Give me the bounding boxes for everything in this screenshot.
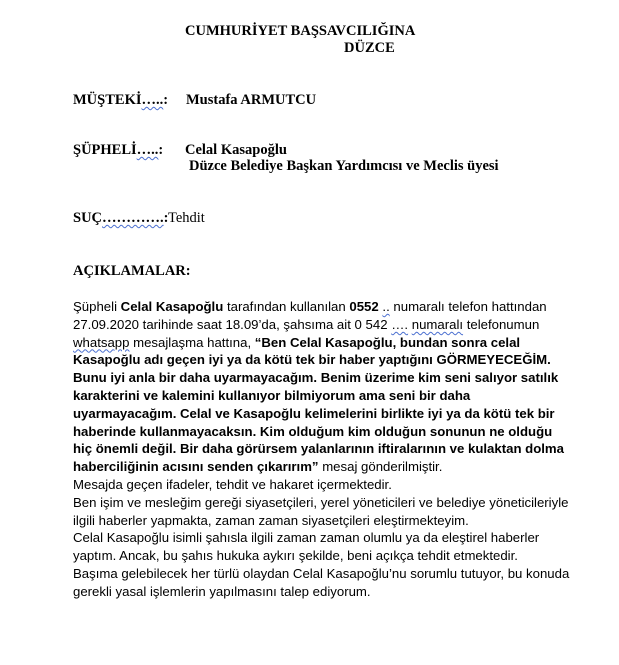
office-heading: CUMHURİYET BAŞSAVCILIĞINA <box>185 23 416 39</box>
paragraph-3: Ben işim ve mesleğim gereği siyasetçileri, yerel yöneticileri ve belediye yöneticileriyle ilgili haberler yapmakta, zaman zaman siyasetçileri eleştirmekteyim. <box>73 494 569 528</box>
threat-quote: “Ben Celal Kasapoğlu, bundan sonra celal Kasapoğlu adı geçen iyi ya da kötü tek bir haber yaptığını GÖRMEYECEĞİM. Bunu iyi anla bir daha uyarmayacağım. Benim üzerime kim seni salıyor satılık karakterini ve kalemini kullanıyor bilmiyorum ama seni bir daha uyarmayacağım. Celal ve Kasapoğlu kelimelerini birlikte iyi ya da kötü tek bir haberinde kullanmayacaksın. Kim olduğum kim olduğun sonunun ne olduğu hiç önemli değil. Bir daha görürsem yalanlarının iftiralarının ve kulaktan dolma haberciliğinin acısını senden çıkarırım” <box>73 334 564 475</box>
crime-label: SUÇ <box>73 210 103 226</box>
phone-prefix: 0552 <box>349 299 379 314</box>
complainant-colon: : <box>163 92 169 108</box>
suspect-name: Celal Kasapoğlu <box>185 142 287 158</box>
crime-dots: …………. <box>102 210 164 226</box>
crime-row <box>73 210 168 227</box>
suspect-title: Düzce Belediye Başkan Yardımcısı ve Meclis üyesi <box>189 158 499 174</box>
explanations-body <box>73 298 573 601</box>
paragraph-1: Şüpheli Celal Kasapoğlu tarafından kullanılan 0552 .. numaralı telefon hattından 27.09.2020 tarihinde saat 18.09’da, şahsıma ait 0 542 …. numaralı telefonumun whatsapp mesajlaşma hattına, “Ben Celal Kasapoğlu, bundan sonra celal Kasapoğlu adı geçen iyi ya da kötü tek bir haber yaptığını GÖRMEYECEĞİM. Bunu iyi anla bir daha uyarmayacağım. Benim üzerime kim seni salıyor satılık karakterini ve kalemini kullanıyor bilmiyorum ama seni bir daha uyarmayacağım. Celal ve Kasapoğlu kelimelerini birlikte iyi ya da kötü tek bir haberinde kullanmayacaksın. Kim olduğum kim olduğun sonunun ne olduğu hiç önemli değil. Bir daha görürsem yalanlarının iftiralarının ve kulaktan dolma haberciliğinin acısını senden çıkarırım” mesaj gönderilmiştir. <box>73 299 564 475</box>
suspect-dots: ….. <box>136 142 159 158</box>
paragraph-4: Celal Kasapoğlu isimli şahısla ilgili zaman zaman olumlu ya da eleştirel haberler yaptım. Ancak, bu şahıs hukuka aykırı şekilde, beni açıkça tehdit etmektedir. <box>73 530 540 564</box>
city-heading: DÜZCE <box>344 40 395 56</box>
explanations-heading: AÇIKLAMALAR: <box>73 263 191 279</box>
crime-colon: : <box>163 210 169 226</box>
complainant-label: MÜŞTEKİ <box>73 92 142 108</box>
suspect-row <box>73 142 163 159</box>
suspect-label: ŞÜPHELİ <box>73 142 137 158</box>
complainant-dots: ….. <box>141 92 164 108</box>
complainant-row <box>73 92 168 109</box>
paragraph-2: Mesajda geçen ifadeler, tehdit ve hakaret içermektedir. <box>73 476 392 492</box>
complainant-name: Mustafa ARMUTCU <box>186 92 317 108</box>
suspect-name-inline: Celal Kasapoğlu <box>120 299 224 314</box>
crime-value: Tehdit <box>168 210 205 226</box>
paragraph-5: Başıma gelebilecek her türlü olaydan Celal Kasapoğlu’nu sorumlu tutuyor, bu konuda gerekli yasal işlemlerin yapılmasını talep ediyorum. <box>73 565 570 599</box>
suspect-colon: : <box>158 142 164 158</box>
